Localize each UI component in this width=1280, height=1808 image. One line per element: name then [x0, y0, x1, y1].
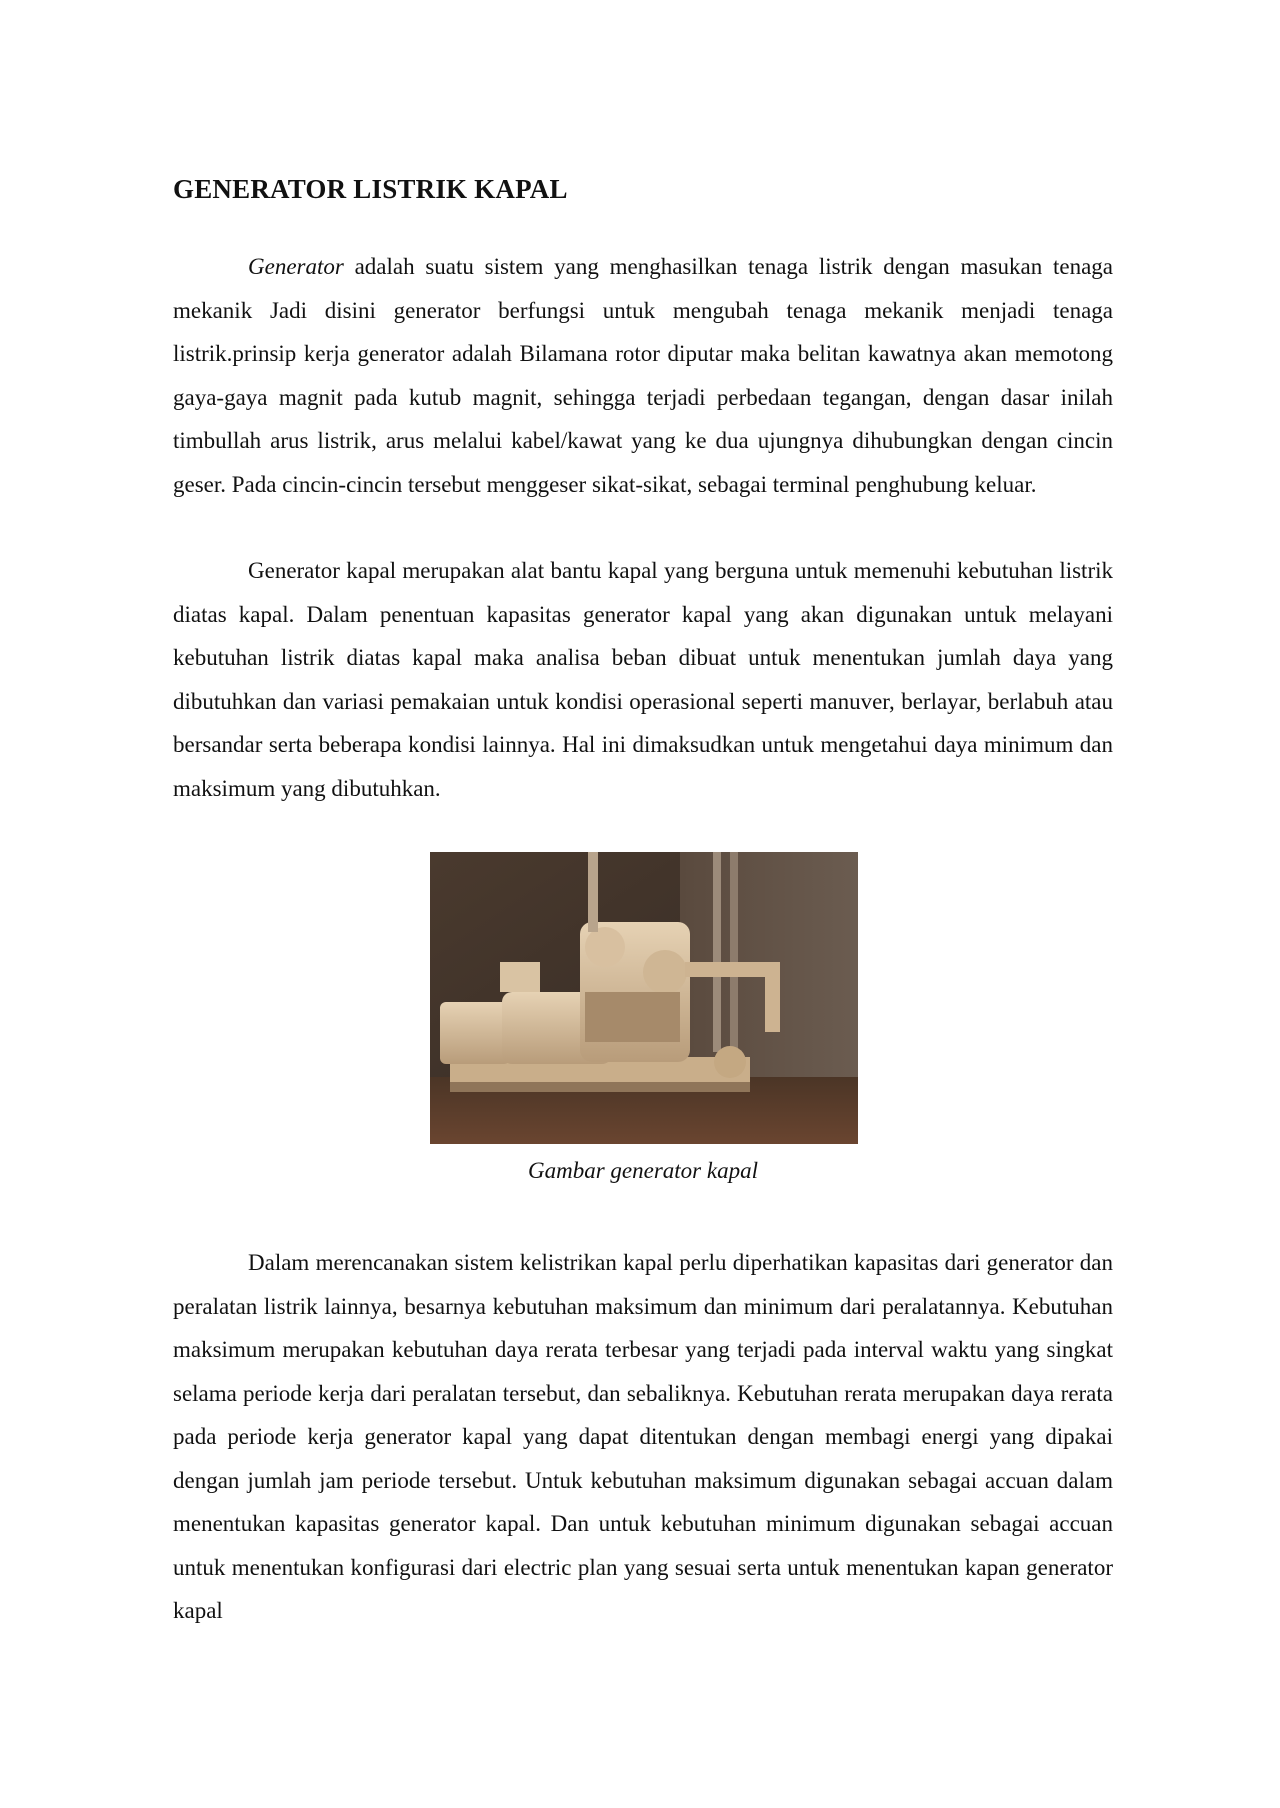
figure-caption: Gambar generator kapal — [528, 1158, 758, 1183]
document-title: GENERATOR LISTRIK KAPAL — [173, 174, 568, 204]
paragraph-ship-generator: Generator kapal merupakan alat bantu kapal yang berguna untuk memenuhi kebutuhan listrik diatas kapal. Dalam penentuan kapasitas generator kapal yang akan digunakan untuk melayani kebutuhan listrik diatas kapal maka analisa beban dibuat untuk menentukan jumlah daya yang dibutuhkan dan variasi pemakaian untuk kondisi operasional seperti manuver, berlayar, berlabuh atau bersandar serta beberapa kondisi lainnya. Hal ini dimaksudkan untuk mengetahui daya minimum dan maksimum yang dibutuhkan. — [173, 558, 1113, 801]
paragraph-body: adalah suatu sistem yang menghasilkan tenaga listrik dengan masukan tenaga mekanik Jadi disini generator berfungsi untuk mengubah tenaga mekanik menjadi tenaga listrik.prinsip kerja generator adalah Bilamana rotor diputar maka belitan kawatnya akan memotong gaya-gaya magnit pada kutub magnit, sehingga terjadi perbedaan tegangan, dengan dasar inilah timbullah arus listrik, arus melalui kabel/kawat yang ke dua ujungnya dihubungkan dengan cincin geser. Pada cincin-cincin tersebut menggeser sikat-sikat, sebagai terminal penghubung keluar. — [173, 254, 1113, 497]
paragraph-lead-term: Generator — [248, 254, 344, 279]
generator-photo — [430, 852, 858, 1144]
paragraph-generator-definition — [173, 245, 1113, 506]
paragraph-electrical-planning: Dalam merencanakan sistem kelistrikan kapal perlu diperhatikan kapasitas dari generator dan peralatan listrik lainnya, besarnya kebutuhan maksimum dan minimum dari peralatannya. Kebutuhan maksimum merupakan kebutuhan daya rerata terbesar yang terjadi pada interval waktu yang singkat selama periode kerja dari peralatan tersebut, dan sebaliknya. Kebutuhan rerata merupakan daya rerata pada periode kerja generator kapal yang dapat ditentukan dengan membagi energi yang dipakai dengan jumlah jam periode tersebut. Untuk kebutuhan maksimum digunakan sebagai accuan dalam menentukan kapasitas generator kapal. Dan untuk kebutuhan minimum digunakan sebagai accuan untuk menentukan konfigurasi dari electric plan yang sesuai serta untuk menentukan kapan generator kapal — [173, 1250, 1113, 1623]
generator-illustration — [430, 852, 858, 1144]
